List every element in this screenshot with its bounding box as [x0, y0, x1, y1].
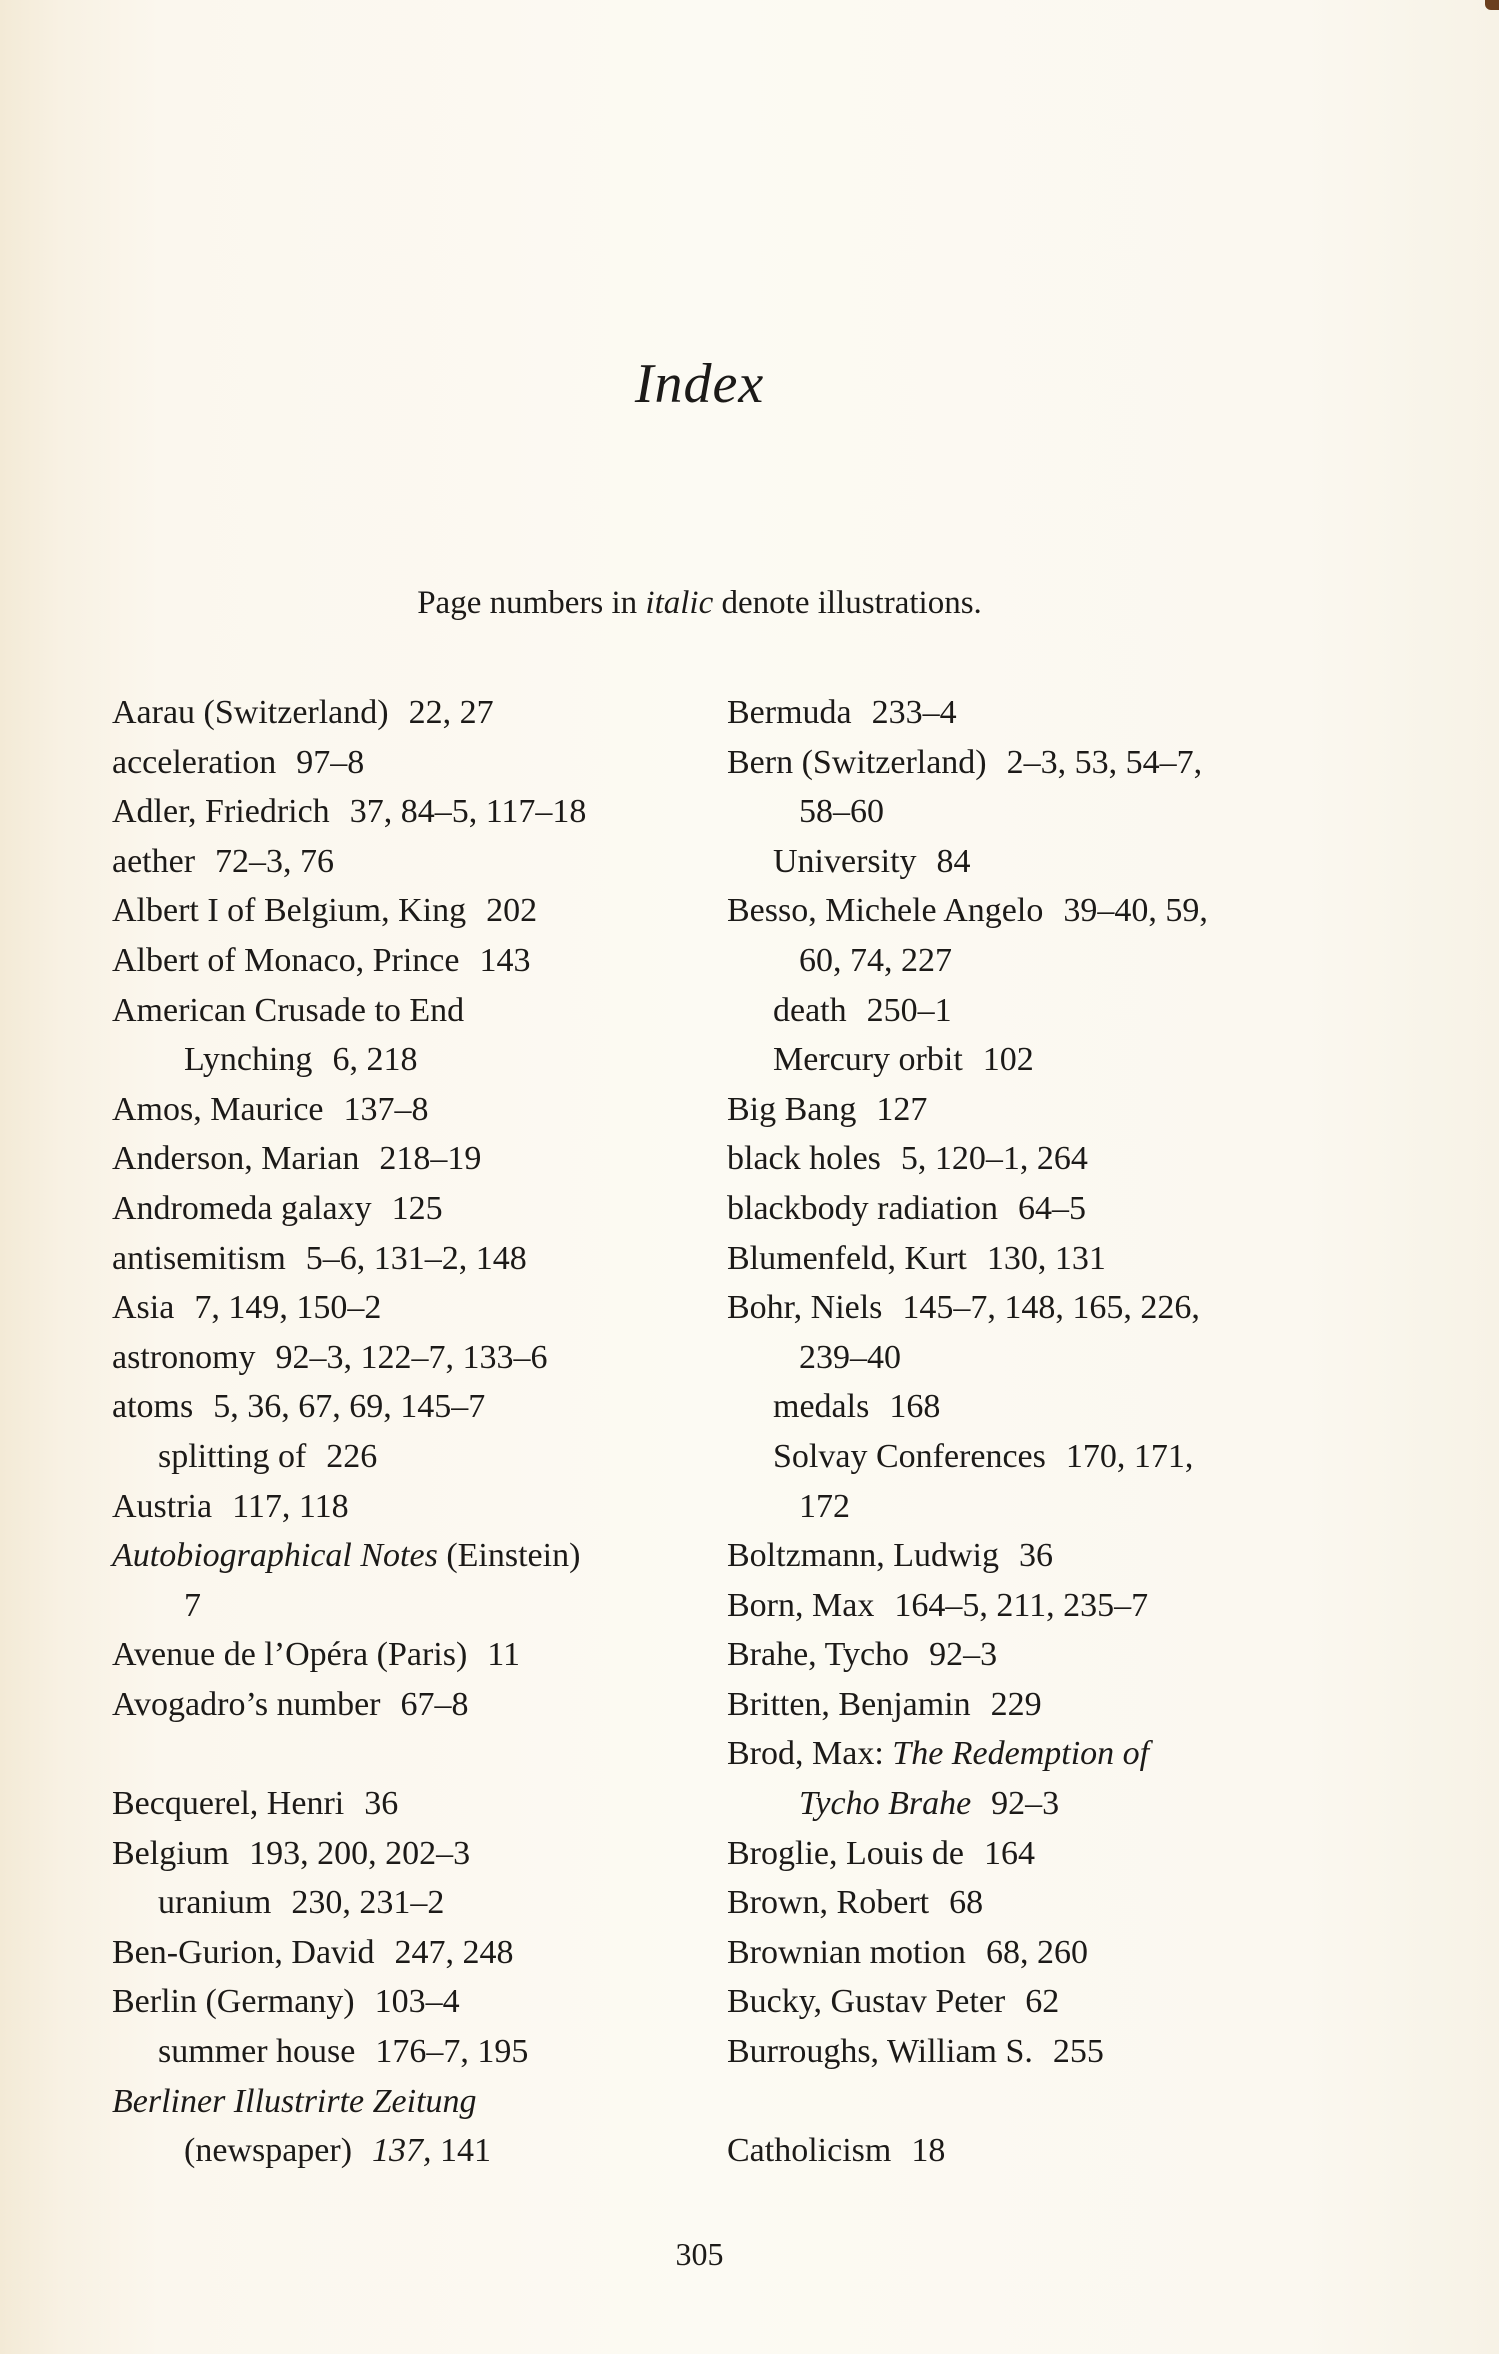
entry-pages	[184, 1587, 201, 1624]
index-subentry	[727, 1382, 1327, 1432]
entry-pages-text: 36	[364, 1785, 399, 1823]
entry-pages	[799, 793, 884, 830]
page-corner-scan-artifact	[1485, 0, 1499, 10]
entry-term: Burroughs, William S.	[727, 2033, 1033, 2071]
entry-pages	[1066, 1438, 1194, 1475]
entry-pages-text: 22, 27	[408, 694, 494, 731]
entry-pages-text: 127	[876, 1090, 928, 1128]
entry-pages-text: 7, 149, 150–2	[194, 1289, 382, 1327]
entry-term: acceleration	[112, 743, 277, 781]
entry-pages-text: 164–5, 211, 235–7	[894, 1586, 1149, 1624]
entry-pages-text: 229	[990, 1685, 1042, 1723]
entry-pages-text: 64–5	[1017, 1189, 1086, 1227]
index-entry	[727, 1878, 1327, 1928]
letter-group-gap	[727, 2077, 1327, 2127]
entry-pages-text: 226	[326, 1437, 378, 1475]
page-number: 305	[675, 2236, 724, 2272]
index-entry	[727, 1630, 1327, 1680]
entry-term: Broglie, Louis de	[727, 1834, 965, 1872]
note-suffix: denote illustrations.	[713, 585, 982, 621]
entry-term: Anderson, Marian	[112, 1140, 360, 1178]
index-entry	[727, 738, 1327, 788]
letter-group-gap	[112, 1729, 692, 1779]
entry-pages	[400, 1686, 468, 1723]
index-entry-continuation	[112, 1581, 692, 1631]
entry-term: aether	[112, 842, 196, 880]
entry-pages-text: 92–3	[991, 1785, 1060, 1823]
index-entry	[727, 1729, 1327, 1779]
index-entry	[112, 1531, 692, 1581]
entry-pages-text: 218–19	[379, 1140, 482, 1178]
index-entry	[112, 837, 692, 887]
index-entry	[112, 1779, 692, 1829]
note-prefix: Page numbers in	[417, 585, 646, 621]
entry-pages-text: 36	[1018, 1537, 1053, 1575]
entry-pages-text: 102	[982, 1041, 1034, 1079]
entry-pages	[375, 1983, 460, 2020]
entry-term: Aarau (Switzerland)	[112, 694, 389, 731]
index-entry-continuation	[727, 1333, 1327, 1383]
entry-term: American Crusade to End	[112, 991, 465, 1029]
entry-pages-text: 62	[1025, 1983, 1060, 2021]
index-subentry	[727, 1035, 1327, 1085]
index-entry	[727, 1581, 1327, 1631]
entry-pages-text: 130, 131	[986, 1239, 1106, 1277]
entry-term: Brown, Robert	[727, 1884, 930, 1922]
index-entry	[112, 1482, 692, 1532]
entry-pages-text: 18	[911, 2132, 946, 2170]
index-column-right	[727, 688, 1327, 2176]
entry-pages	[364, 1785, 398, 1822]
index-entry	[727, 1134, 1327, 1184]
entry-pages-text: 6, 218	[332, 1041, 418, 1079]
entry-pages	[479, 942, 530, 979]
entry-pages-text: 5, 120–1, 264	[900, 1140, 1088, 1178]
entry-pages	[213, 1388, 485, 1425]
entry-pages-text: 170, 171,	[1065, 1437, 1194, 1475]
entry-pages-text: 202	[486, 892, 538, 930]
entry-term: Bohr, Niels	[727, 1289, 883, 1327]
entry-pages	[1025, 1983, 1059, 2020]
entry-term: uranium	[158, 1884, 272, 1922]
entry-term-italic: Autobiographical Notes	[112, 1537, 438, 1575]
entry-term: Albert I of Belgium, King	[112, 892, 467, 930]
entry-term: Solvay Conferences	[773, 1437, 1046, 1475]
entry-pages-text: 11	[487, 1636, 521, 1674]
index-entry	[112, 1680, 692, 1730]
entry-pages-text: 39–40, 59,	[1063, 892, 1208, 930]
entry-term: Catholicism	[727, 2132, 892, 2170]
entry-pages	[902, 1289, 1200, 1326]
index-entry	[727, 688, 1327, 738]
entry-pages	[937, 843, 971, 880]
entry-pages	[1018, 1190, 1086, 1227]
index-entry	[727, 1184, 1327, 1234]
entry-term: Avogadro’s number	[112, 1685, 381, 1723]
entry-pages	[194, 1289, 381, 1326]
index-entry	[112, 1085, 692, 1135]
entry-pages-text: 97–8	[296, 743, 365, 781]
entry-pages-text: 145–7, 148, 165, 226,	[902, 1289, 1200, 1327]
entry-pages	[867, 992, 952, 1029]
entry-term-italic: The Redemption of	[892, 1735, 1150, 1773]
entry-pages-text: 141	[431, 2132, 492, 2170]
index-entry-continuation	[112, 1035, 692, 1085]
entry-pages	[379, 1140, 481, 1177]
index-entry-continuation	[727, 787, 1327, 837]
index-entry	[112, 1382, 692, 1432]
entry-pages	[1007, 744, 1203, 781]
entry-pages	[332, 1041, 417, 1078]
index-entry	[112, 986, 692, 1036]
entry-term: Avenue de l’Opéra (Paris)	[112, 1636, 468, 1674]
index-subentry	[112, 2027, 692, 2077]
index-note	[0, 585, 1399, 622]
entry-term: Besso, Michele Angelo	[727, 892, 1044, 930]
entry-pages	[409, 694, 494, 731]
entry-pages-text: 5–6, 131–2, 148	[305, 1239, 527, 1277]
entry-term: Austria	[112, 1487, 213, 1525]
index-entry	[727, 2027, 1327, 2077]
entry-pages	[1019, 1537, 1053, 1574]
entry-term: Bucky, Gustav Peter	[727, 1983, 1006, 2021]
index-subentry	[727, 837, 1327, 887]
index-entry	[727, 1928, 1327, 1978]
entry-pages-text: 5, 36, 67, 69, 145–7	[213, 1388, 486, 1426]
index-entry	[112, 886, 692, 936]
entry-pages	[901, 1140, 1088, 1177]
entry-term: splitting of	[158, 1437, 307, 1475]
entry-pages	[1063, 892, 1208, 929]
entry-pages	[876, 1091, 927, 1128]
entry-pages	[991, 1785, 1059, 1822]
entry-pages-text: 37, 84–5, 117–18	[349, 793, 587, 831]
index-entry	[112, 738, 692, 788]
entry-pages	[395, 1934, 514, 1971]
index-subentry	[727, 1432, 1327, 1482]
entry-term: Lynching	[184, 1041, 313, 1079]
entry-pages-text: 247, 248	[394, 1933, 514, 1971]
entry-pages	[344, 1091, 429, 1128]
index-entry	[727, 1531, 1327, 1581]
entry-term: Big Bang	[727, 1090, 857, 1128]
entry-pages	[949, 1884, 983, 1921]
entry-term: summer house	[158, 2033, 356, 2071]
entry-term: black holes	[727, 1140, 881, 1178]
entry-pages	[375, 2033, 528, 2070]
entry-pages	[872, 694, 957, 731]
entry-term: Asia	[112, 1289, 175, 1327]
entry-term: Adler, Friedrich	[112, 793, 330, 831]
index-entry	[112, 688, 692, 738]
entry-pages	[486, 892, 537, 929]
index-entry	[112, 1283, 692, 1333]
entry-pages-text: 168	[889, 1388, 941, 1426]
index-entry	[112, 2077, 692, 2127]
index-subentry	[727, 986, 1327, 1036]
index-entry	[112, 1333, 692, 1383]
entry-pages-text: 92–3, 122–7, 133–6	[275, 1338, 548, 1376]
index-entry	[727, 886, 1327, 936]
entry-term: University	[773, 842, 917, 880]
entry-term: Ben-Gurion, David	[112, 1933, 375, 1971]
entry-term: blackbody radiation	[727, 1189, 998, 1227]
entry-pages-text: 176–7, 195	[375, 2033, 529, 2071]
index-entry	[112, 1630, 692, 1680]
entry-term: Amos, Maurice	[112, 1090, 324, 1128]
entry-pages	[232, 1488, 348, 1525]
entry-term: Brahe, Tycho	[727, 1636, 910, 1674]
index-entry-continuation	[727, 1482, 1327, 1532]
entry-term: astronomy	[112, 1338, 256, 1376]
entry-pages-text: 255	[1052, 2033, 1104, 2071]
entry-pages-text: 60, 74, 227	[799, 941, 952, 979]
entry-term: Britten, Benjamin	[727, 1685, 971, 1723]
entry-pages	[799, 942, 952, 979]
entry-pages	[392, 1190, 443, 1227]
entry-term: (Einstein)	[437, 1537, 581, 1575]
entry-term: atoms	[112, 1388, 194, 1426]
entry-term: Boltzmann, Ludwig	[727, 1537, 999, 1575]
entry-pages	[306, 1240, 527, 1277]
entry-pages	[1053, 2033, 1104, 2070]
index-entry	[727, 1680, 1327, 1730]
entry-term: (newspaper)	[184, 2132, 353, 2170]
entry-pages	[372, 2132, 491, 2169]
entry-pages	[991, 1686, 1042, 1723]
entry-pages	[911, 2132, 945, 2169]
entry-pages	[894, 1587, 1148, 1624]
entry-term: Bermuda	[727, 694, 852, 731]
index-subentry	[112, 1878, 692, 1928]
index-entry-continuation	[112, 2126, 692, 2176]
entry-term: Brownian motion	[727, 1933, 966, 1971]
entry-term: Berlin (Germany)	[112, 1983, 355, 2021]
entry-term: Becquerel, Henri	[112, 1785, 345, 1823]
entry-pages-text: 68, 260	[985, 1933, 1088, 1971]
entry-pages-text: 58–60	[799, 793, 884, 831]
entry-term: Andromeda galaxy	[112, 1189, 372, 1227]
entry-pages	[296, 744, 364, 781]
entry-pages-text: 68	[949, 1884, 984, 1922]
entry-pages	[889, 1388, 940, 1425]
entry-pages	[350, 793, 587, 830]
index-entry	[112, 1829, 692, 1879]
entry-pages-text: 67–8	[400, 1685, 469, 1723]
entry-term: Bern (Switzerland)	[727, 743, 987, 781]
index-entry	[727, 1085, 1327, 1135]
index-entry	[112, 1134, 692, 1184]
entry-pages	[249, 1835, 470, 1872]
entry-pages-text: 239–40	[799, 1338, 901, 1376]
entry-pages	[799, 1488, 850, 1525]
index-entry	[112, 1977, 692, 2027]
entry-pages	[215, 843, 334, 880]
entry-pages-text: 92–3	[929, 1636, 998, 1674]
index-entry	[727, 1234, 1327, 1284]
entry-pages-text: 117, 118	[232, 1487, 349, 1525]
entry-pages-text: 193, 200, 202–3	[249, 1834, 471, 1872]
entry-pages-text: 84	[936, 842, 971, 880]
index-entry	[112, 1234, 692, 1284]
entry-pages-text: 233–4	[871, 694, 957, 731]
entry-pages	[929, 1636, 997, 1673]
entry-term: Mercury orbit	[773, 1041, 963, 1079]
entry-pages-text: 103–4	[374, 1983, 460, 2021]
page-title: Index	[634, 353, 765, 415]
index-entry	[112, 936, 692, 986]
entry-pages	[291, 1884, 444, 1921]
entry-pages-text: 164	[984, 1834, 1036, 1872]
entry-pages	[986, 1934, 1088, 1971]
entry-pages-text: 250–1	[866, 991, 952, 1029]
entry-term-italic: Berliner Illustrirte Zeitung	[112, 2082, 477, 2120]
index-subentry	[112, 1432, 692, 1482]
entry-term: Albert of Monaco, Prince	[112, 941, 460, 979]
entry-pages-italic: 137,	[372, 2132, 432, 2170]
entry-term: medals	[773, 1388, 870, 1426]
index-entry	[727, 2126, 1327, 2176]
index-entry	[112, 787, 692, 837]
entry-pages	[983, 1041, 1034, 1078]
entry-pages-text: 72–3, 76	[215, 842, 335, 880]
index-column-left	[112, 688, 692, 2176]
index-entry	[112, 1184, 692, 1234]
entry-term: Blumenfeld, Kurt	[727, 1239, 967, 1277]
entry-term: Born, Max	[727, 1586, 875, 1624]
index-entry-continuation	[727, 936, 1327, 986]
index-entry	[727, 1829, 1327, 1879]
entry-term: Brod, Max:	[727, 1735, 893, 1773]
entry-pages-text: 7	[184, 1586, 201, 1624]
entry-pages	[487, 1636, 520, 1673]
entry-term: antisemitism	[112, 1239, 286, 1277]
entry-pages	[326, 1438, 377, 1475]
entry-term: death	[773, 991, 847, 1029]
entry-pages-text: 125	[391, 1189, 443, 1227]
entry-pages-text: 143	[479, 941, 531, 979]
entry-term-italic: Tycho Brahe	[799, 1785, 972, 1823]
entry-pages-text: 137–8	[343, 1090, 429, 1128]
entry-pages-text: 230, 231–2	[291, 1884, 445, 1922]
entry-pages	[799, 1339, 901, 1376]
entry-pages-text: 172	[799, 1487, 850, 1525]
index-entry	[112, 1928, 692, 1978]
entry-pages	[987, 1240, 1106, 1277]
index-entry	[727, 1283, 1327, 1333]
entry-pages	[984, 1835, 1035, 1872]
entry-term: Belgium	[112, 1834, 230, 1872]
index-entry-continuation	[727, 1779, 1327, 1829]
index-entry	[727, 1977, 1327, 2027]
entry-pages	[276, 1339, 548, 1376]
note-italic-word: italic	[645, 585, 714, 621]
entry-pages-text: 2–3, 53, 54–7,	[1006, 743, 1203, 781]
